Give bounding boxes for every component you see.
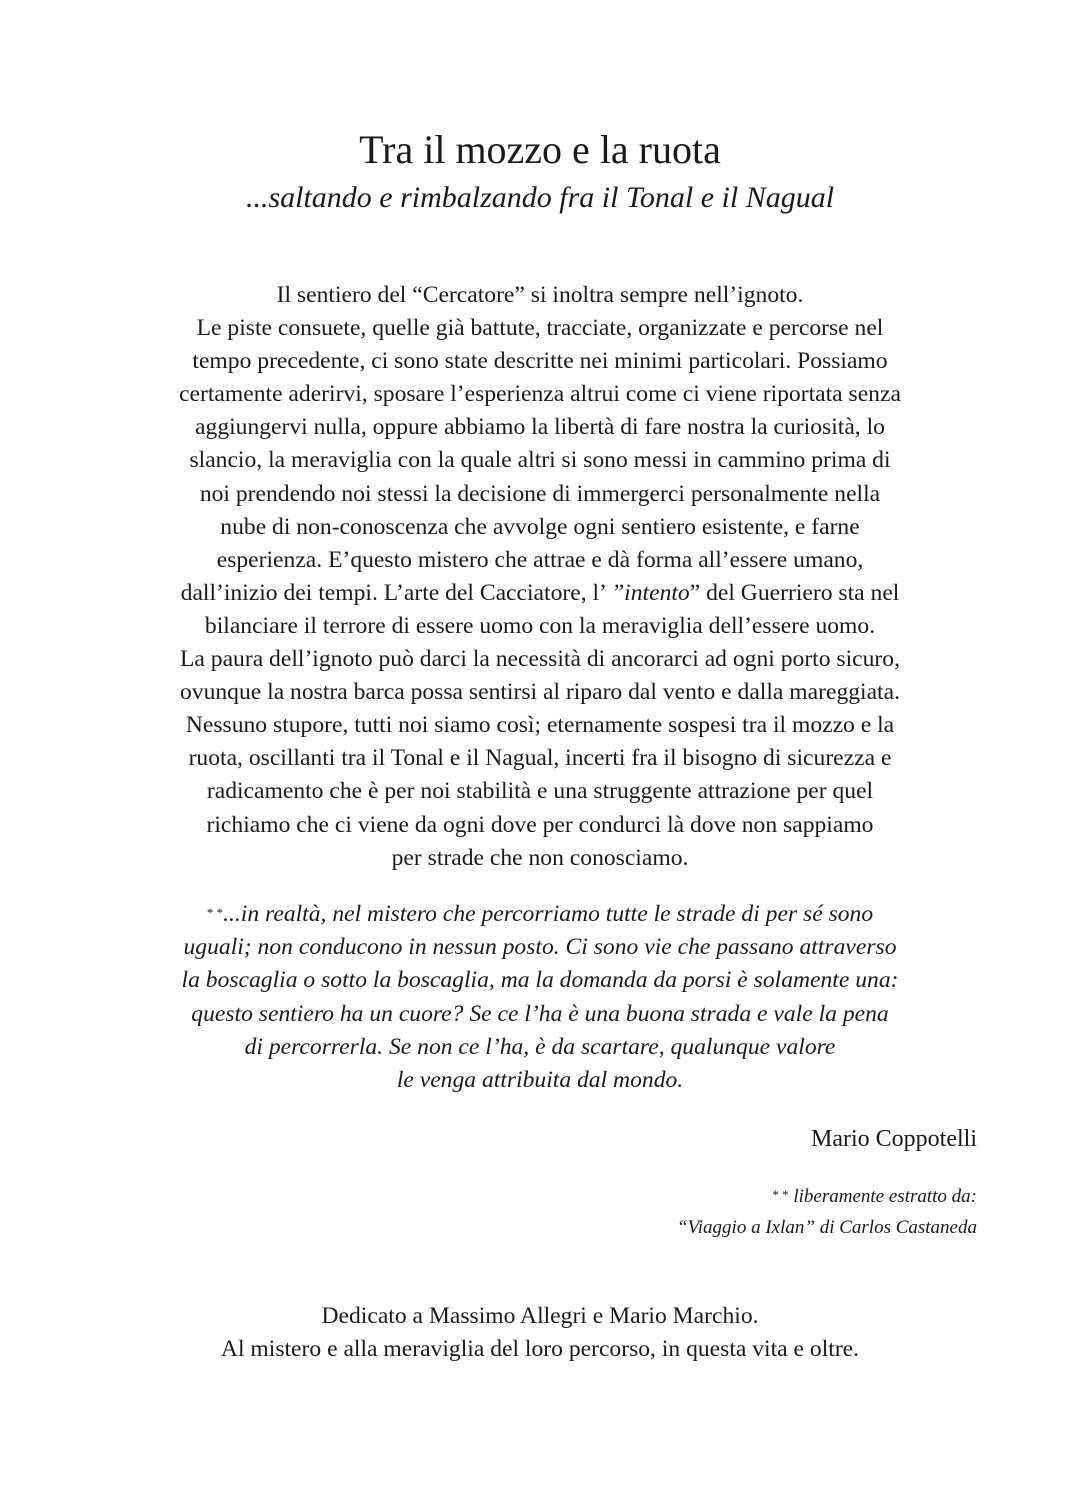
body-line: richiamo che ci viene da ogni dove per condurci là dove non sappiamo (206, 811, 874, 838)
quote-text: ...in realtà, nel mistero che percorriamo tutte le strade di per sé sono (223, 901, 874, 927)
intent-after: ” del Guerriero sta nel (689, 579, 900, 606)
body-line: Il sentiero del “Cercatore” si inoltra sempre nell’ignoto. (276, 282, 804, 308)
footnote-marker: * * (772, 1187, 789, 1202)
footnote-marker: * * (206, 905, 224, 920)
page-subtitle: ...saltando e rimbalzando fra il Tonal e il Nagual (245, 181, 835, 214)
quote-line: di percorrerla. Se non ce l’ha, è da scartare, qualunque valore (244, 1033, 836, 1060)
quote-line (90, 898, 990, 931)
source-line-2: “Viaggio a Ixlan” di Carlos Castaneda (677, 1217, 977, 1238)
body-line: La paura dell’ignoto può darci la necessità di ancorarci ad ogni porto sicuro, (179, 646, 900, 673)
body-line: slancio, la meraviglia con la quale altri si sono messi in cammino prima di (189, 447, 891, 474)
body-line: ovunque la nostra barca possa sentirsi al riparo dal vento e dalla mareggiata. (179, 679, 900, 706)
dedication-line: Dedicato a Massimo Allegri e Mario Marchio. (321, 1303, 759, 1329)
body-line: Nessuno stupore, tutti noi siamo così; eternamente sospesi tra il mozzo e la (185, 712, 895, 739)
body-line: Le piste consuete, quelle già battute, tracciate, organizzate e percorse nel (196, 315, 884, 342)
body-line: nube di non-conoscenza che avvolge ogni sentiero esistente, e farne (220, 513, 860, 540)
body-line: certamente aderirvi, sposare l’esperienza altrui come ci viene riportata senza (179, 381, 901, 408)
source-line-1 (677, 1181, 977, 1212)
body-paragraph (90, 279, 990, 875)
body-line: ruota, oscillanti tra il Tonal e il Nagual, incerti fra il bisogno di sicurezza e (188, 745, 892, 772)
author-name: Mario Coppotelli (811, 1126, 977, 1152)
intent-emphasis: ”intento (611, 579, 690, 606)
body-line: bilanciare il terrore di essere uomo con la meraviglia dell’essere uomo. (204, 612, 876, 639)
source-note (677, 1181, 977, 1243)
quote-line: questo sentiero ha un cuore? Se ce l’ha è una buona strada e vale la pena (191, 1000, 889, 1027)
body-line: radicamento che è per noi stabilità e una struggente attrazione per quel (206, 778, 874, 805)
dedication-line: Al mistero e alla meraviglia del loro percorso, in questa vita e oltre. (220, 1336, 860, 1362)
body-line: per strade che non conosciamo. (391, 844, 689, 871)
quote-line: uguali; non conducono in nessun posto. Ci sono vie che passano attraverso (183, 934, 897, 961)
dedication (0, 1300, 1080, 1366)
quote-line: la boscaglia o sotto la boscaglia, ma la domanda da porsi è solamente una: (181, 967, 899, 994)
body-line: noi prendendo noi stessi la decisione di immergerci personalmente nella (199, 480, 881, 507)
page-title: Tra il mozzo e la ruota (359, 127, 721, 172)
quote-line: le venga attribuita dal mondo. (396, 1067, 684, 1094)
body-line: aggiungervi nulla, oppure abbiamo la libertà di fare nostra la curiosità, lo (195, 414, 885, 441)
body-line: esperienza. E’questo mistero che attrae e dà forma all’essere umano, (216, 546, 864, 573)
body-line: tempo precedente, ci sono state descritte nei minimi particolari. Possiamo (192, 348, 888, 375)
quote-block (90, 898, 990, 1097)
intent-before: dall’inizio dei tempi. L’arte del Cacciatore, l’ (180, 579, 612, 606)
body-line-intent (90, 577, 990, 610)
source-text: liberamente estratto da: (788, 1186, 977, 1207)
